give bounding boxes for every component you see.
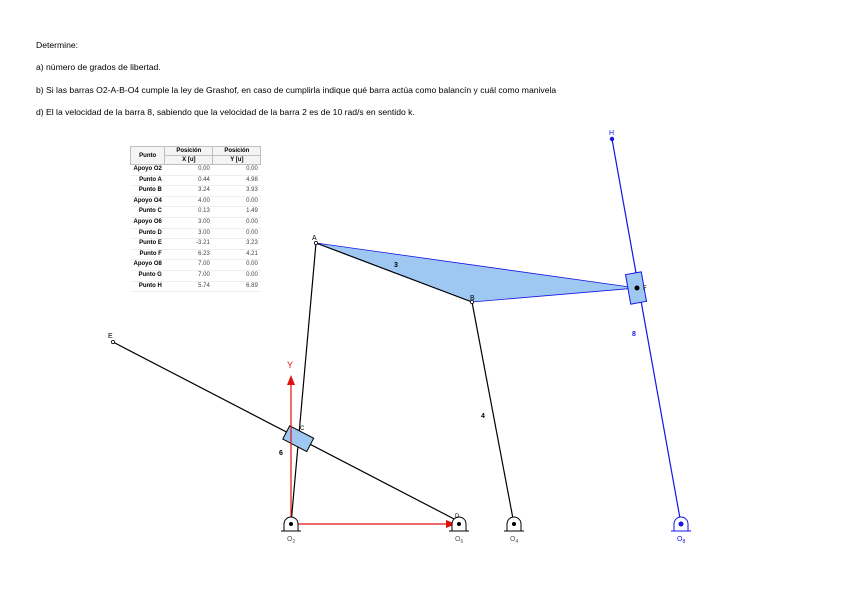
point-name: Punto H [131, 281, 165, 292]
point-name: Apoyo O2 [131, 165, 165, 176]
y-value: 4.98 [213, 175, 261, 186]
x-value: 0.44 [165, 175, 213, 186]
y-value: 3.23 [213, 239, 261, 250]
x-value: 0.00 [165, 165, 213, 176]
y-value: 1.49 [213, 207, 261, 218]
label-d: D [455, 514, 460, 520]
question-d: d) El la velocidad de la barra 8, sabiendo que la velocidad de la barra 2 es de 10 rad/s en sentido k. [36, 107, 415, 117]
point-name: Punto D [131, 228, 165, 239]
header-punto: Punto [131, 147, 165, 165]
header-x-unit: X [u] [165, 156, 213, 165]
x-value: -3.21 [165, 239, 213, 250]
header-y-unit: Y [u] [213, 156, 261, 165]
x-value: 4.00 [165, 196, 213, 207]
label-c: C [300, 426, 305, 432]
support-o2-icon [281, 517, 301, 531]
triangle-bar-3 [316, 243, 637, 302]
label-f: F [643, 286, 647, 292]
y-value: 4.21 [213, 249, 261, 260]
y-value: 0.00 [213, 260, 261, 271]
label-bar-4: 4 [481, 413, 485, 420]
x-value: 3.24 [165, 186, 213, 197]
bar-2 [291, 243, 316, 524]
label-bar-8: 8 [632, 331, 636, 338]
header-position-y: Posición [213, 147, 261, 156]
point-name: Punto B [131, 186, 165, 197]
point-name: Apoyo O6 [131, 217, 165, 228]
x-value: 3.00 [165, 217, 213, 228]
x-value: 7.00 [165, 270, 213, 281]
question-a: a) número de grados de libertad. [36, 62, 161, 72]
point-name: Apoyo O4 [131, 196, 165, 207]
y-axis-arrow-icon [287, 375, 295, 385]
support-o4-icon [504, 517, 524, 531]
header-position-x: Posición [165, 147, 213, 156]
x-value: 6.23 [165, 249, 213, 260]
bar-e-d [113, 342, 458, 521]
x-value: 0.13 [165, 207, 213, 218]
point-name: Apoyo O8 [131, 260, 165, 271]
label-b: B [470, 295, 475, 302]
point-name: Punto E [131, 239, 165, 250]
y-value: 0.00 [213, 217, 261, 228]
bar-4 [472, 302, 514, 524]
point-name: Punto G [131, 270, 165, 281]
label-bar-6: 6 [279, 450, 283, 457]
label-bar-3: 3 [394, 262, 398, 269]
point-name: Punto F [131, 249, 165, 260]
point-name: Punto A [131, 175, 165, 186]
label-o8: $O_8$ [677, 536, 686, 545]
label-h: H [609, 130, 615, 137]
joint-e [111, 340, 114, 343]
question-b: b) Si las barras O2-A-B-O4 cumple la ley de Grashof, en caso de cumplirla indique qué barra actúa como balancín y cuál como manivela [36, 85, 557, 95]
y-value: 0.00 [213, 270, 261, 281]
x-value: 3.00 [165, 228, 213, 239]
label-o4: $O_4$ [510, 536, 519, 545]
y-value: 0.00 [213, 196, 261, 207]
y-value: 0.00 [213, 228, 261, 239]
bar-8 [612, 139, 681, 524]
label-a: A [312, 235, 317, 242]
support-o8-icon [671, 517, 691, 531]
question-intro: Determine: [36, 40, 79, 50]
x-value: 5.74 [165, 281, 213, 292]
y-value: 0.00 [213, 165, 261, 176]
point-f-dot [635, 286, 640, 291]
y-value: 6.89 [213, 281, 261, 292]
x-value: 7.00 [165, 260, 213, 271]
label-e: E [108, 333, 113, 340]
point-h-dot [610, 137, 614, 141]
label-y-axis: Y [287, 360, 294, 370]
label-o2: $O_2$ [287, 536, 296, 545]
point-name: Punto C [131, 207, 165, 218]
label-o6: $O_6$ [455, 536, 464, 545]
y-value: 3.93 [213, 186, 261, 197]
